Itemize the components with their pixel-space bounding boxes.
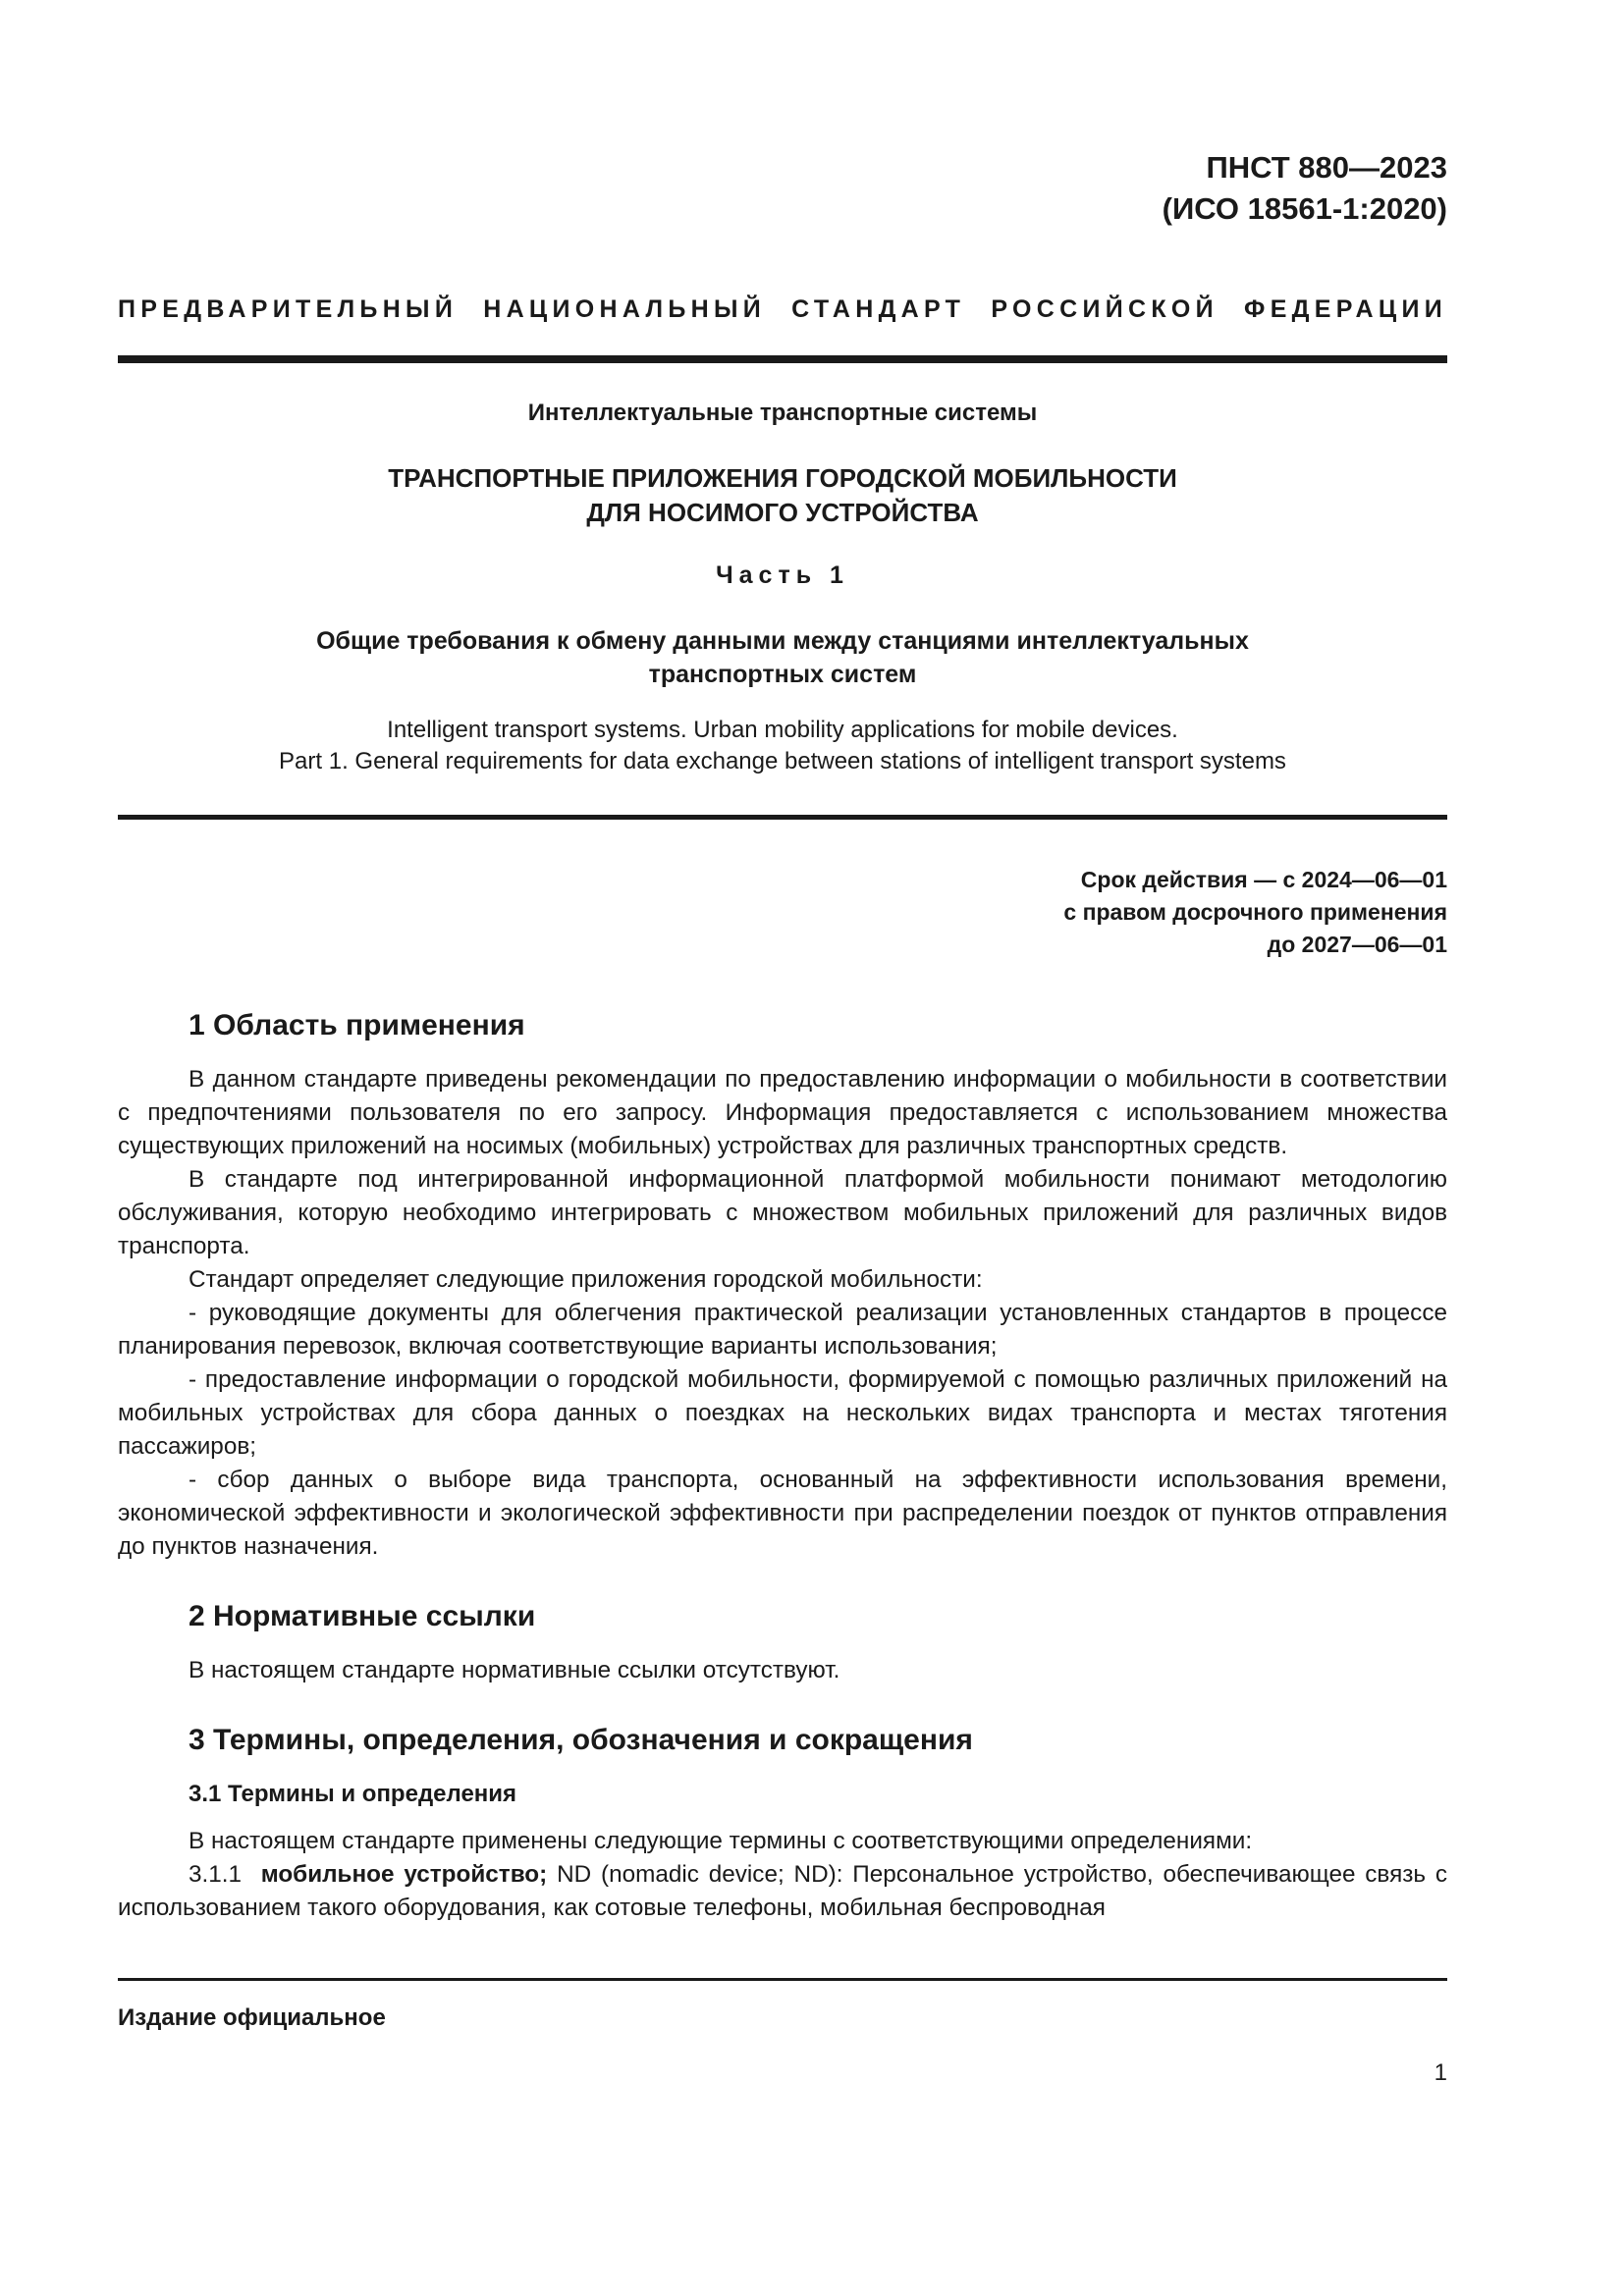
section-heading-scope: 1 Область применения (189, 1009, 525, 1041)
designation-number: ПНСТ 880—2023 (1206, 150, 1447, 185)
validity-line: Срок действия — с 2024—06—01 (1080, 867, 1447, 892)
section-heading-references: 2 Нормативные ссылки (189, 1600, 536, 1632)
validity-period (1063, 864, 1447, 961)
national-standard-title: ПРЕДВАРИТЕЛЬНЫЙ НАЦИОНАЛЬНЫЙ СТАНДАРТ РОССИЙСКОЙ ФЕДЕРАЦИИ (118, 295, 1447, 323)
term-definition: ND (nomadic device; ND): Персональное устройство, обеспечивающее связь с использованием такого оборудования, как сотовые телефоны, мобильная беспроводная (118, 1861, 1447, 1921)
header-divider (118, 355, 1447, 363)
paragraph: В настоящем стандарте нормативные ссылки отсутствуют. (189, 1657, 840, 1683)
part-subtitle (118, 624, 1447, 691)
list-item: - сбор данных о выборе вида транспорта, основанный на эффективности использования времени, экономической эффективности и экологической эффективности при распределении поездок от пунктов отправления до пунктов назначения. (118, 1467, 1447, 1560)
title-divider (118, 815, 1447, 820)
page-number: 1 (1434, 2059, 1447, 2086)
main-title (118, 461, 1447, 530)
paragraph: В стандарте под интегрированной информационной платформой мобильности понимают методологию обслуживания, которую необходимо интегрировать с множеством мобильных приложений для различных видов транспорта. (118, 1166, 1447, 1259)
part-subtitle-line: Общие требования к обмену данными между станциями интеллектуальных (316, 627, 1249, 655)
document-page (118, 0, 1447, 2296)
section-heading-terms: 3 Термины, определения, обозначения и сокращения (189, 1724, 973, 1756)
list-item: - предоставление информации о городской мобильности, формируемой с помощью различных приложений на мобильных устройствах для сбора данных о поездках на нескольких видах транспорта и местах тяготения пассажиров; (118, 1366, 1447, 1460)
english-title (118, 715, 1447, 777)
validity-line: с правом досрочного применения (1063, 899, 1447, 925)
english-title-line: Part 1. General requirements for data exchange between stations of intelligent transport systems (279, 748, 1286, 774)
main-title-line: ДЛЯ НОСИМОГО УСТРОЙСТВА (586, 498, 979, 527)
part-subtitle-line: транспортных систем (648, 661, 917, 688)
main-title-line: ТРАНСПОРТНЫЕ ПРИЛОЖЕНИЯ ГОРОДСКОЙ МОБИЛЬНОСТИ (388, 463, 1177, 493)
paragraph: В настоящем стандарте применены следующие термины с соответствующими определениями: (189, 1828, 1253, 1854)
validity-line: до 2027—06—01 (1267, 932, 1447, 957)
subsection-heading-terms: 3.1 Термины и определения (189, 1781, 517, 1807)
term-entry (118, 1858, 1447, 1925)
document-body (118, 1006, 1447, 1925)
footer-divider (118, 1978, 1447, 1981)
paragraph: Стандарт определяет следующие приложения городской мобильности: (189, 1266, 983, 1293)
official-edition-label: Издание официальное (118, 2004, 386, 2031)
general-title: Интеллектуальные транспортные системы (527, 400, 1038, 426)
paragraph: В данном стандарте приведены рекомендации по предоставлению информации о мобильности в соответствии с предпочтениями пользователя по его запросу. Информация предоставляется с использованием множества существующих приложений на носимых (мобильных) устройствах для различных транспортных средств. (118, 1066, 1447, 1159)
standard-designation (1163, 147, 1447, 230)
part-title: Часть 1 (716, 561, 849, 589)
list-item: - руководящие документы для облегчения практической реализации установленных стандартов в процессе планирования перевозок, включая соответствующие варианты использования; (118, 1300, 1447, 1360)
english-title-line: Intelligent transport systems. Urban mobility applications for mobile devices. (387, 717, 1178, 743)
designation-iso: (ИСО 18561-1:2020) (1162, 191, 1447, 226)
term-number: 3.1.1 (189, 1861, 243, 1888)
term-name: мобильное устройство; (260, 1861, 548, 1888)
